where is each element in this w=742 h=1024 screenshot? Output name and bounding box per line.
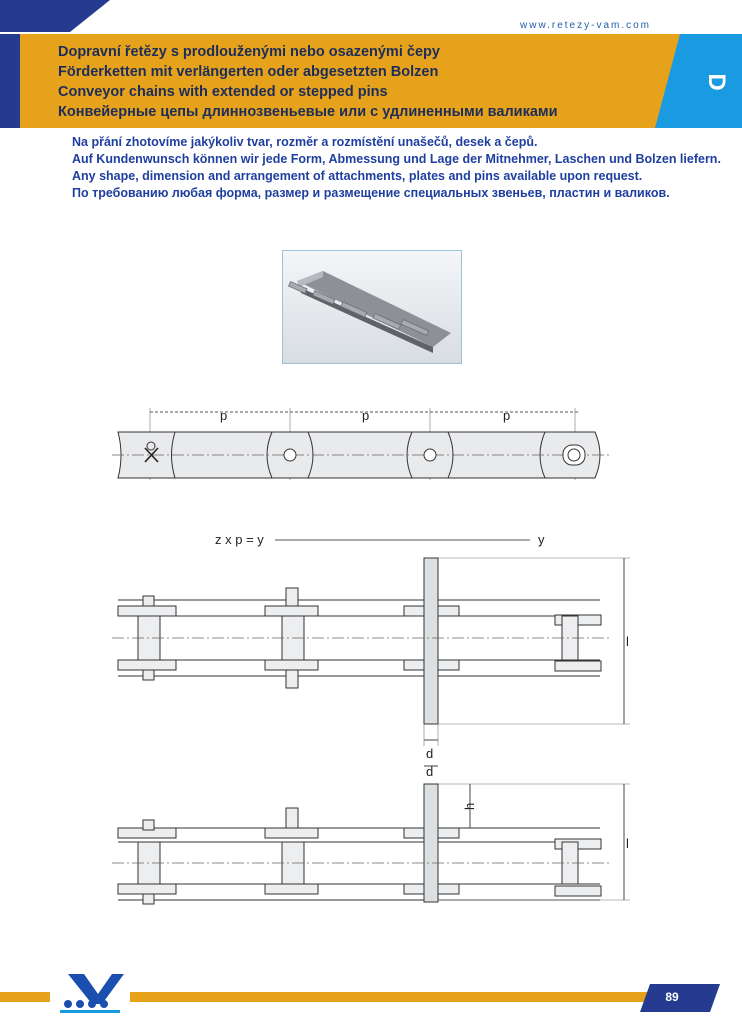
chain-photo-image bbox=[283, 251, 461, 363]
title-de: Förderketten mit verlängerten oder abgesetzten Bolzen bbox=[58, 64, 439, 80]
intro-cz: Na přání zhotovíme jakýkoliv tvar, rozměr a rozmístění unašečů, desek a čepů. bbox=[72, 135, 538, 149]
header-blue-corner bbox=[0, 0, 110, 32]
left-blue-strip bbox=[0, 34, 20, 128]
technical-drawing bbox=[0, 380, 742, 940]
height-label: h bbox=[462, 802, 477, 810]
diameter-label-2: d bbox=[426, 764, 434, 779]
footer-right-bar bbox=[130, 992, 650, 1002]
intro-de: Auf Kundenwunsch können wir jede Form, Abmessung und Lage der Mitnehmer, Laschen und Bolzen liefern. bbox=[72, 152, 721, 166]
title-block bbox=[58, 42, 658, 122]
page-number: 89 bbox=[665, 990, 679, 1004]
intro-block bbox=[72, 134, 721, 202]
top-plate-view bbox=[112, 408, 610, 480]
footer-left-bar bbox=[0, 992, 50, 1002]
stepped-pin-view bbox=[112, 766, 630, 904]
section-letter: D bbox=[703, 73, 730, 91]
intro-en: Any shape, dimension and arrangement of attachments, plates and pins available upon request. bbox=[72, 169, 643, 183]
extended-pin-view bbox=[112, 540, 630, 746]
pitch-formula-label: z x p = y bbox=[215, 532, 264, 547]
chain-photo bbox=[282, 250, 462, 364]
diameter-label-1: d bbox=[426, 746, 434, 761]
footer-graphics bbox=[0, 968, 742, 1024]
pitch-label-3: p bbox=[503, 408, 511, 423]
y-label: y bbox=[538, 532, 545, 547]
pitch-label-1: p bbox=[220, 408, 228, 423]
website-url[interactable]: www.retezy-vam.com bbox=[520, 20, 652, 31]
title-en: Conveyor chains with extended or stepped pins bbox=[58, 84, 388, 100]
title-cz: Dopravní řetězy s prodlouženými nebo osazenými čepy bbox=[58, 44, 440, 60]
intro-ru: По требованию любая форма, размер и размещение специальных звеньев, пластин и валиков. bbox=[72, 186, 670, 200]
pitch-label-2: p bbox=[362, 408, 370, 423]
length-label-1: l bbox=[626, 634, 629, 649]
length-label-2: l bbox=[626, 836, 629, 851]
company-logo bbox=[60, 974, 124, 1013]
title-ru: Конвейерные цепы длиннозвеньевые или с удлиненными валиками bbox=[58, 104, 558, 120]
